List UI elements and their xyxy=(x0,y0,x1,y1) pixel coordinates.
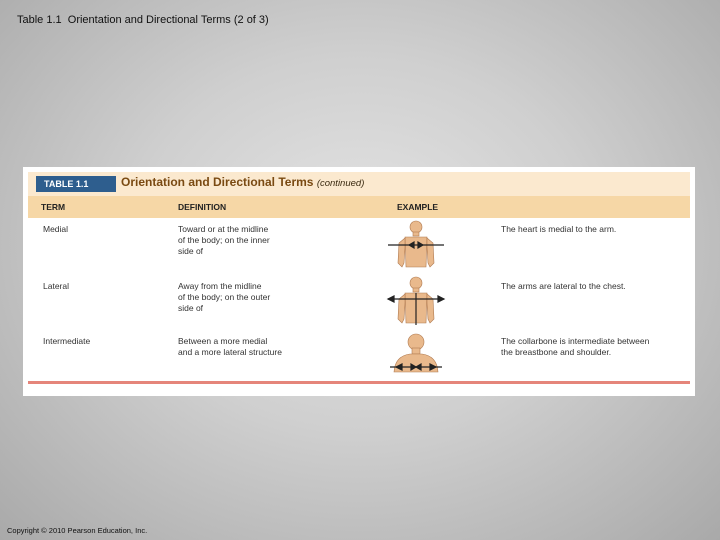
table-bottom-rule xyxy=(28,381,690,384)
column-header-term: TERM xyxy=(41,202,66,212)
example-line: the breastbone and shoulder. xyxy=(501,347,612,357)
row-lateral-term: Lateral xyxy=(43,281,69,291)
definition-line: Away from the midline xyxy=(178,281,262,291)
definition-line: side of xyxy=(178,303,204,313)
definition-line: side of xyxy=(178,246,204,256)
table-title xyxy=(121,175,364,189)
row-medial-definition xyxy=(178,224,270,257)
row-intermediate-term: Intermediate xyxy=(43,336,91,346)
column-header-band xyxy=(28,196,690,218)
row-medial-example: The heart is medial to the arm. xyxy=(501,224,617,234)
table-title-continued: (continued) xyxy=(316,178,365,189)
definition-line: of the body; on the inner xyxy=(178,235,270,245)
row-medial-term: Medial xyxy=(43,224,69,234)
column-header-example: EXAMPLE xyxy=(397,202,439,212)
lateral-torso-illustration xyxy=(386,275,446,335)
copyright-notice: Copyright © 2010 Pearson Education, Inc. xyxy=(7,526,148,535)
column-header-definition: DEFINITION xyxy=(178,202,227,212)
row-intermediate-example xyxy=(501,336,649,358)
directional-terms-table xyxy=(23,167,695,396)
row-lateral-definition xyxy=(178,281,270,314)
example-line: The collarbone is intermediate between xyxy=(501,336,650,346)
table-header xyxy=(28,172,690,218)
row-lateral-example: The arms are lateral to the chest. xyxy=(501,281,626,291)
definition-line: of the body; on the outer xyxy=(178,292,271,302)
medial-torso-illustration xyxy=(386,219,446,279)
definition-line: and a more lateral structure xyxy=(178,347,282,357)
definition-line: Toward or at the midline xyxy=(178,224,269,234)
intermediate-shoulders-illustration xyxy=(386,332,446,374)
row-intermediate-definition xyxy=(178,336,282,358)
table-title-text: Orientation and Directional Terms xyxy=(121,175,314,189)
definition-line: Between a more medial xyxy=(178,336,268,346)
table-number-tab: TABLE 1.1 xyxy=(36,176,116,192)
slide-title: Table 1.1 Orientation and Directional Terms (2 of 3) xyxy=(17,14,269,26)
